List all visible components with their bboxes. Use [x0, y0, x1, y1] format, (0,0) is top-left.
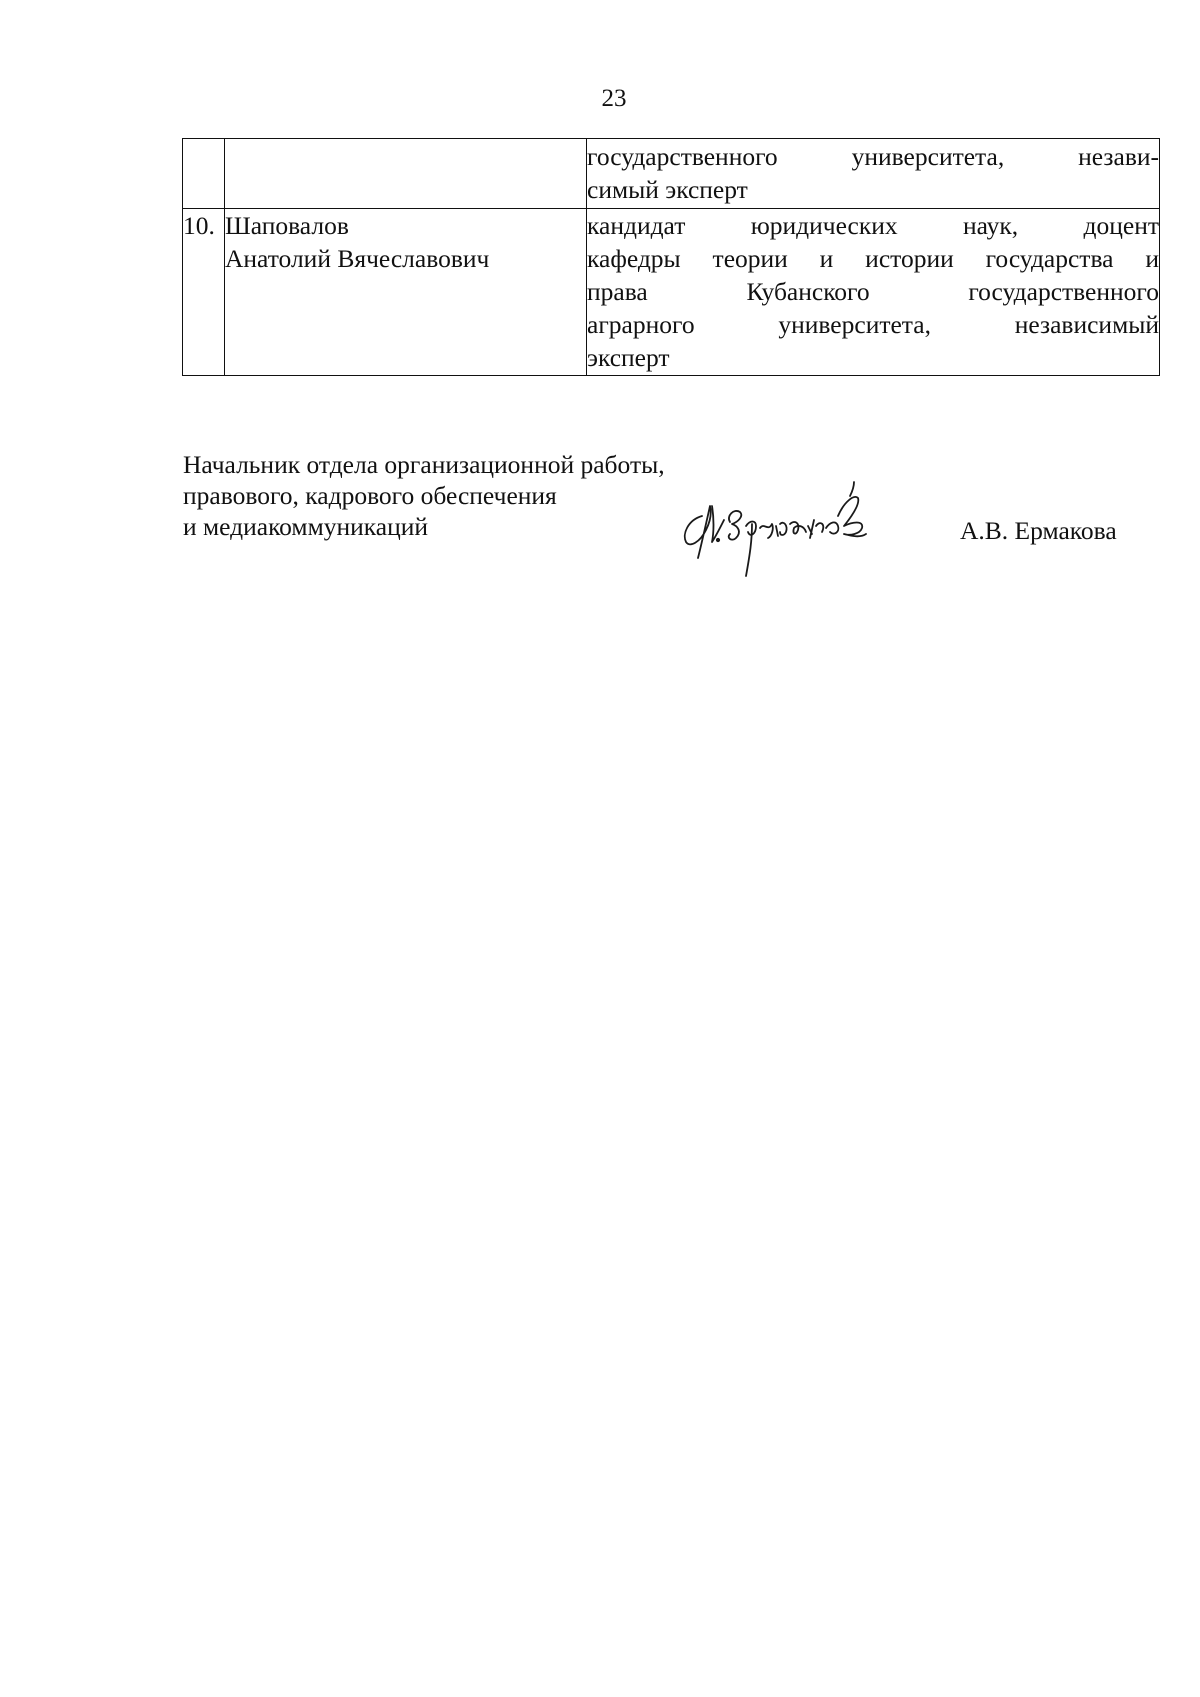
description-line: симый эксперт: [587, 175, 748, 204]
row-number: 10.: [183, 209, 225, 376]
experts-table: [182, 138, 1160, 376]
signer-name: А.В. Ермакова: [960, 516, 1117, 545]
signatory-title-line: правового, кадрового обеспечения: [183, 481, 557, 510]
signatory-title-line: Начальник отдела организационной работы,: [183, 450, 665, 479]
description-line: права Кубанского государственного: [587, 277, 1159, 306]
expert-description: [587, 139, 1160, 209]
table-row: [183, 139, 1160, 209]
description-line: государственного университета, незави-: [587, 142, 1159, 171]
description-line: эксперт: [587, 343, 670, 372]
expert-description: [587, 209, 1160, 376]
row-number: [183, 139, 225, 209]
signatory-title-line: и медиакоммуникаций: [183, 512, 429, 541]
expert-given-names: Анатолий Вячеславович: [225, 244, 490, 273]
description-line: кафедры теории и истории государства и: [587, 244, 1159, 273]
expert-name: [225, 139, 587, 209]
table-row: [183, 209, 1160, 376]
description-line: аграрного университета, независимый: [587, 310, 1159, 339]
expert-name: [225, 209, 587, 376]
expert-surname: Шаповалов: [225, 211, 349, 240]
page-number: 23: [601, 85, 627, 112]
handwritten-signature: [668, 476, 898, 586]
signatory-title: [183, 449, 665, 542]
description-line: кандидат юридических наук, доцент: [587, 211, 1159, 240]
